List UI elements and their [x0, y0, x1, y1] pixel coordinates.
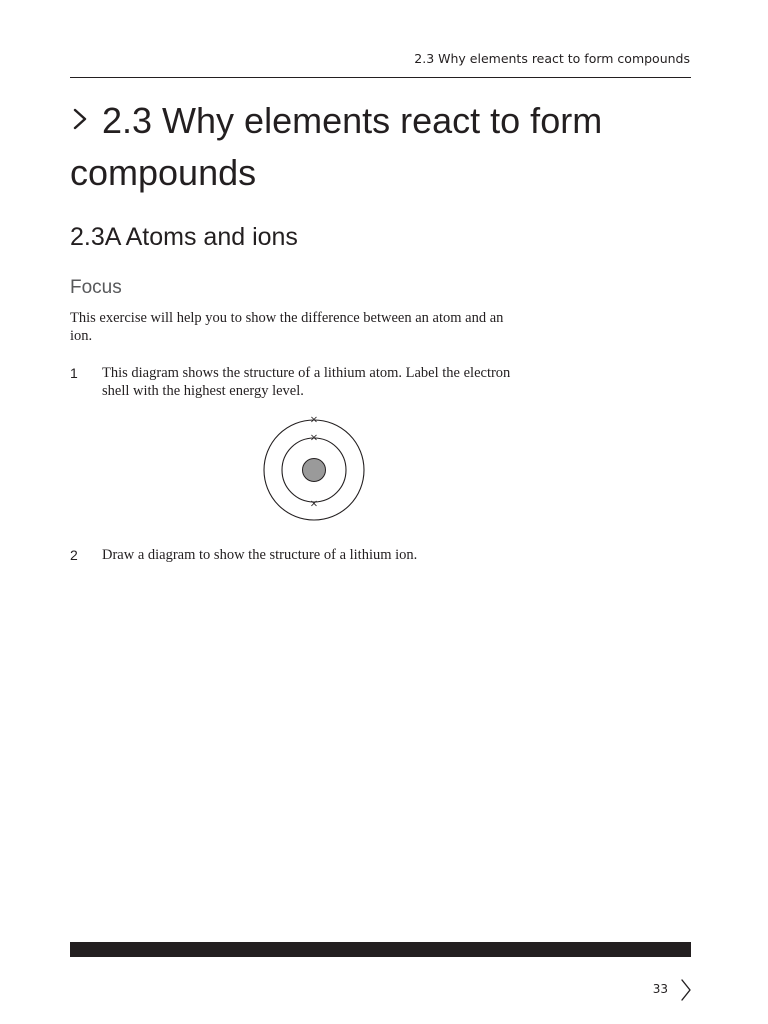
- question-text: Draw a diagram to show the structure of a lithium ion.: [102, 547, 418, 563]
- inner-shell-electron: ×: [309, 498, 319, 510]
- header-rule: [70, 77, 691, 78]
- page-number: 33: [652, 982, 668, 996]
- inner-shell-electron: ×: [309, 432, 319, 444]
- focus-intro: This exercise will help you to show the difference between an atom and an ion.: [70, 310, 504, 344]
- section-title: 2.3A Atoms and ions: [70, 223, 298, 251]
- question-text: This diagram shows the structure of a lithium atom. Label the electron shell with the highest energy level.: [102, 365, 511, 399]
- lithium-atom-diagram: [259, 408, 369, 528]
- footer-bar: [70, 942, 691, 957]
- question-2: [70, 546, 520, 564]
- question-number: 1: [70, 365, 78, 381]
- question-number: 2: [70, 547, 78, 563]
- chevron-right-icon: [70, 101, 92, 137]
- question-1: [70, 364, 520, 400]
- focus-heading: Focus: [70, 277, 122, 298]
- outer-shell-electron: ×: [309, 414, 319, 426]
- chapter-title: [70, 95, 690, 199]
- running-head: 2.3 Why elements react to form compounds: [414, 51, 690, 66]
- chapter-title-text: 2.3 Why elements react to form compounds: [70, 100, 603, 193]
- nucleus: [303, 459, 326, 482]
- chevron-right-icon[interactable]: [679, 977, 693, 1003]
